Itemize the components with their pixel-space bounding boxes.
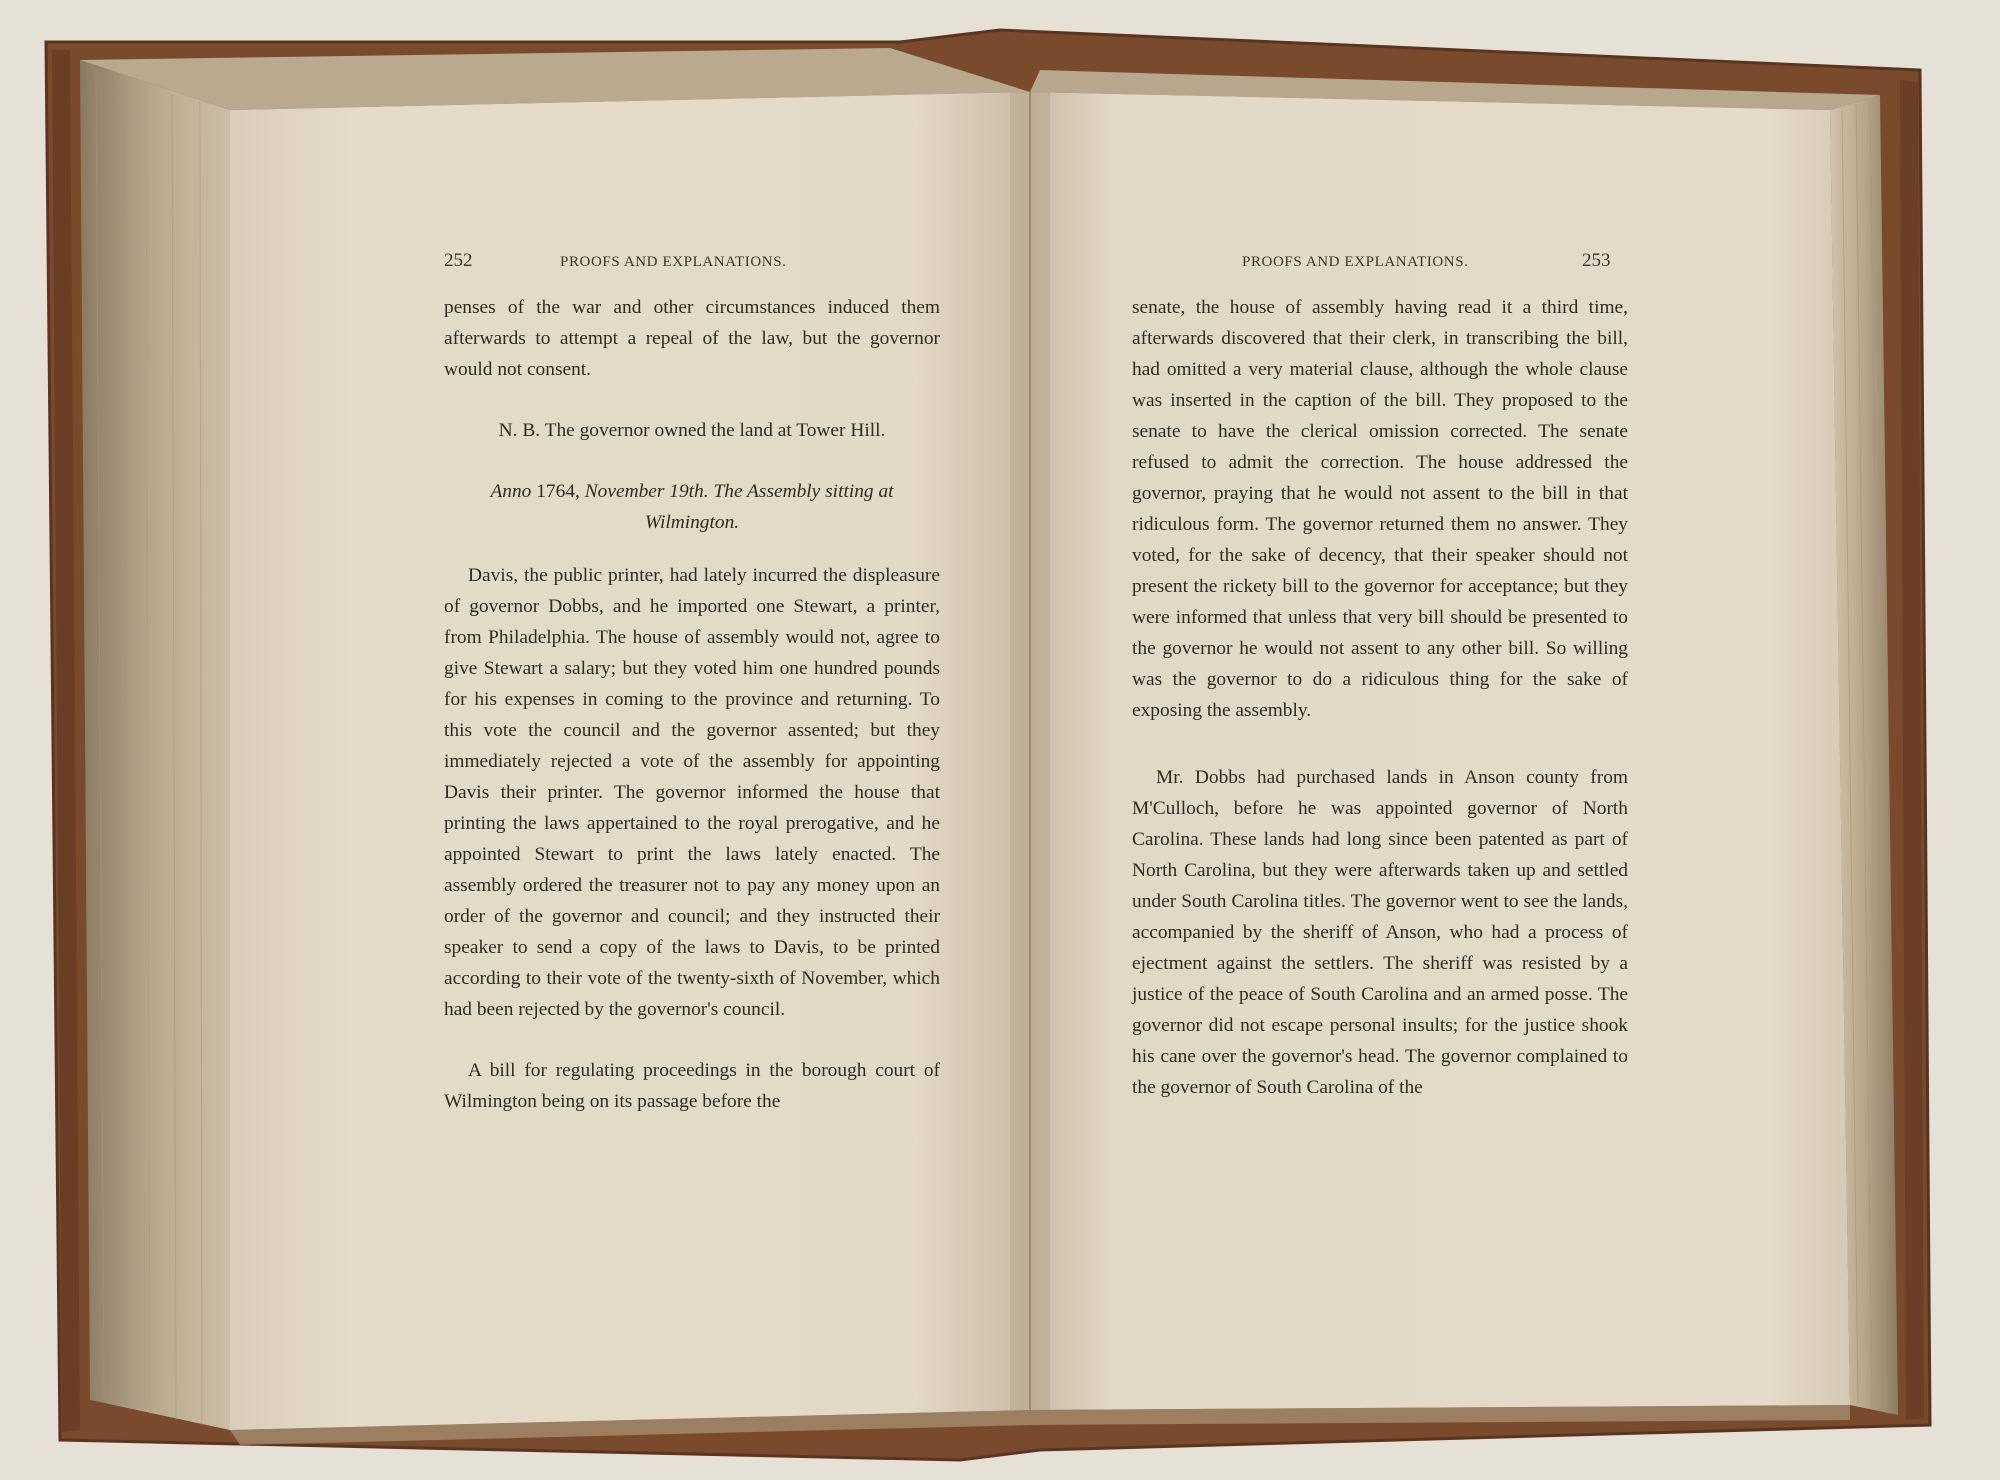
left-paragraph-davis: Davis, the public printer, had lately incurred the displeasure of governor Dobbs, and he imported one Stewart, a printer, from Philadelphia. The house of assembly would not, agree to give Stewart a salary; but they voted him one hundred pounds for his expenses in coming to the province and returning. To this vote the council and the governor assented; but they immediately rejected a vote of the assembly for appointing Davis their printer. The governor informed the house that printing the laws appertained to the royal prerogative, and he appointed Stewart to print the laws lately enacted. The assembly ordered the treasurer not to pay any money upon an order of the governor and council; and they instructed their speaker to send a copy of the laws to Davis, to be printed according to their vote of the twenty-sixth of November, which had been rejected by the governor's council. [444, 565, 940, 1020]
heading-year: 1764, [536, 481, 580, 502]
right-text-column [1132, 292, 1628, 1103]
heading-rest: The Assembly sitting at [713, 481, 894, 502]
left-nb-note: N. B. The governor owned the land at Tower Hill. [498, 420, 886, 441]
left-running-head [444, 252, 940, 276]
right-paragraph-1: senate, the house of assembly having read it a third time, afterwards discovered that their clerk, in transcribing the bill, had omitted a very material clause, although the whole clause was inserted in the caption of the bill. They proposed to the senate to have the clerical omission corrected. The senate refused to admit the correction. The house addressed the governor, praying that he would not assent to the bill in that ridiculous form. The governor returned them no answer. They voted, for the sake of decency, that their speaker should not present the rickety bill to the governor for acceptance; but they were informed that unless that very bill should be presented to the governor he would not assent to any other bill. So willing was the governor to do a ridiculous thing for the sake of exposing the assembly. [1132, 297, 1628, 721]
heading-anno: Anno [490, 481, 532, 502]
left-page-number: 252 [444, 250, 473, 271]
right-page-number: 253 [1582, 250, 1611, 271]
left-paragraph-1: penses of the war and other circumstances induced them afterwards to attempt a repeal of the law, but the governor would not consent. [444, 297, 940, 380]
left-text-column [444, 292, 940, 1117]
left-section-heading [444, 476, 940, 538]
left-running-title: PROOFS AND EXPLANATIONS. [560, 254, 787, 270]
right-running-head [1132, 252, 1628, 276]
heading-place: Wilmington. [644, 512, 740, 533]
right-running-title: PROOFS AND EXPLANATIONS. [1242, 254, 1469, 270]
right-paragraph-dobbs: Mr. Dobbs had purchased lands in Anson county from M'Culloch, before he was appointed governor of North Carolina. These lands had long since been patented as part of North Carolina, but they were afterwards taken up and settled under South Carolina titles. The governor went to see the lands, accompanied by the sheriff of Anson, who had a process of ejectment against the settlers. The sheriff was resisted by a justice of the peace of South Carolina and an armed posse. The governor did not escape personal insults; for the justice shook his cane over the governor's head. The governor complained to the governor of South Carolina of the [1132, 767, 1628, 1098]
left-paragraph-bill: A bill for regulating proceedings in the borough court of Wilmington being on its passage before the [444, 1060, 940, 1112]
heading-date: November 19th. [584, 481, 709, 502]
